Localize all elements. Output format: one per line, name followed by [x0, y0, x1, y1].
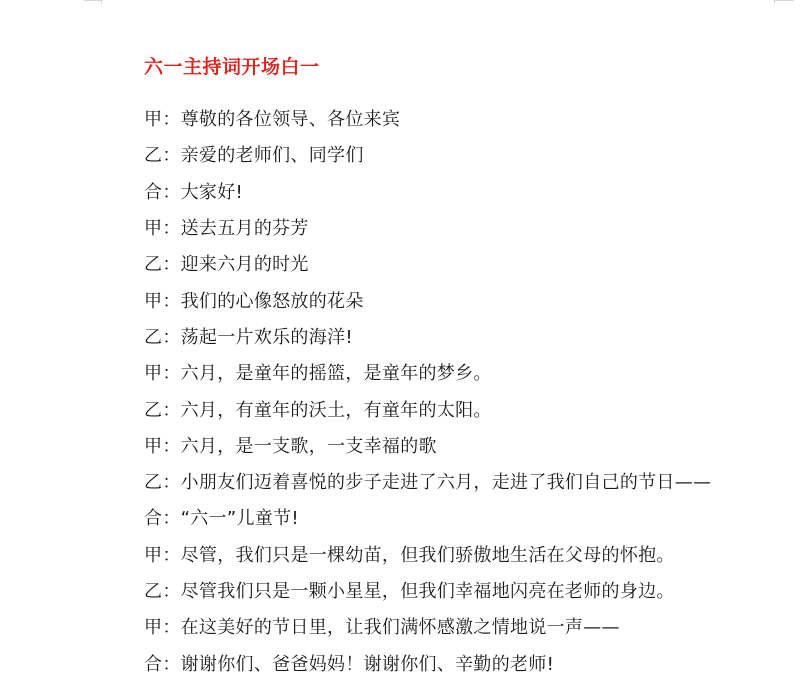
speaker-label: 乙 [144, 326, 163, 348]
speaker-label: 甲 [144, 109, 163, 131]
page-corner-tick-right [774, 0, 775, 4]
speaker-label: 甲 [144, 363, 163, 385]
dialogue-line [144, 318, 784, 354]
speaker-label: 合 [144, 653, 163, 675]
speaker-label: 甲 [144, 544, 163, 566]
page-corner-tick-left [101, 0, 102, 4]
speaker-separator: ： [162, 581, 181, 602]
speaker-separator: ： [162, 617, 181, 639]
speaker-label: 甲 [144, 218, 163, 240]
dialogue-line [144, 354, 784, 390]
line-text: 亲爱的老师们、同学们 [180, 145, 364, 167]
dialogue-line [144, 390, 784, 426]
line-text: 大家好! [180, 181, 244, 203]
document-title: 六一主持词开场白一 [144, 56, 320, 78]
line-text: 六月，有童年的沃土，有童年的太阳。 [180, 399, 492, 421]
speaker-label: 合 [144, 508, 163, 530]
dialogue-line [144, 608, 784, 644]
dialogue-line [144, 536, 784, 572]
dialogue-line [144, 209, 784, 245]
speaker-label: 乙 [144, 581, 163, 602]
line-text: 尽管我们只是一颗小星星，但我们幸福地闪亮在老师的身边。 [180, 581, 675, 602]
line-text: “六一”儿童节! [180, 508, 299, 530]
speaker-label: 乙 [144, 399, 163, 421]
speaker-separator: ： [162, 653, 181, 675]
speaker-label: 甲 [144, 290, 163, 312]
line-text: 尽管，我们只是一棵幼苗，但我们骄傲地生活在父母的怀抱。 [180, 544, 675, 566]
line-text: 我们的心像怒放的花朵 [180, 290, 364, 312]
line-text: 送去五月的芬芳 [180, 218, 309, 240]
speaker-separator: ： [162, 544, 181, 566]
dialogue-line [144, 245, 784, 281]
dialogue-line [144, 499, 784, 535]
speaker-separator: ： [162, 181, 181, 203]
dialogue-line [144, 644, 784, 680]
page-corner-mark-right [774, 0, 794, 3]
speaker-label: 乙 [144, 254, 163, 276]
line-text: 六月，是一支歌，一支幸福的歌 [180, 435, 437, 457]
dialogue-line [144, 463, 784, 499]
speaker-separator: ： [162, 290, 181, 312]
line-text: 谢谢你们、爸爸妈妈！谢谢你们、辛勤的老师! [180, 653, 555, 675]
line-text: 六月，是童年的摇篮，是童年的梦乡。 [180, 363, 492, 385]
speaker-separator: ： [162, 218, 181, 240]
dialogue-line [144, 427, 784, 463]
speaker-separator: ： [162, 326, 181, 348]
line-text: 迎来六月的时光 [180, 254, 309, 276]
speaker-label: 甲 [144, 617, 163, 639]
dialogue-line [144, 572, 784, 608]
line-text: 荡起一片欢乐的海洋! [180, 326, 353, 348]
speaker-label: 合 [144, 181, 163, 203]
dialogue-line [144, 136, 784, 172]
speaker-separator: ： [162, 254, 181, 276]
speaker-separator: ： [162, 399, 181, 421]
speaker-separator: ： [162, 363, 181, 385]
page-corner-mark-left [84, 0, 102, 3]
dialogue-line [144, 173, 784, 209]
speaker-label: 甲 [144, 435, 163, 457]
speaker-label: 乙 [144, 145, 163, 167]
speaker-separator: ： [162, 435, 181, 457]
line-text: 小朋友们迈着喜悦的步子走进了六月，走进了我们自己的节日—— [180, 472, 712, 494]
speaker-separator: ： [162, 472, 181, 494]
speaker-separator: ： [162, 508, 181, 530]
line-text: 在这美好的节日里，让我们满怀感激之情地说一声—— [180, 617, 620, 639]
dialogue-line [144, 100, 784, 136]
speaker-separator: ： [162, 109, 181, 131]
speaker-separator: ： [162, 145, 181, 167]
dialogue-lines [144, 100, 784, 681]
line-text: 尊敬的各位领导、各位来宾 [180, 109, 401, 131]
dialogue-line [144, 281, 784, 317]
speaker-label: 乙 [144, 472, 163, 494]
